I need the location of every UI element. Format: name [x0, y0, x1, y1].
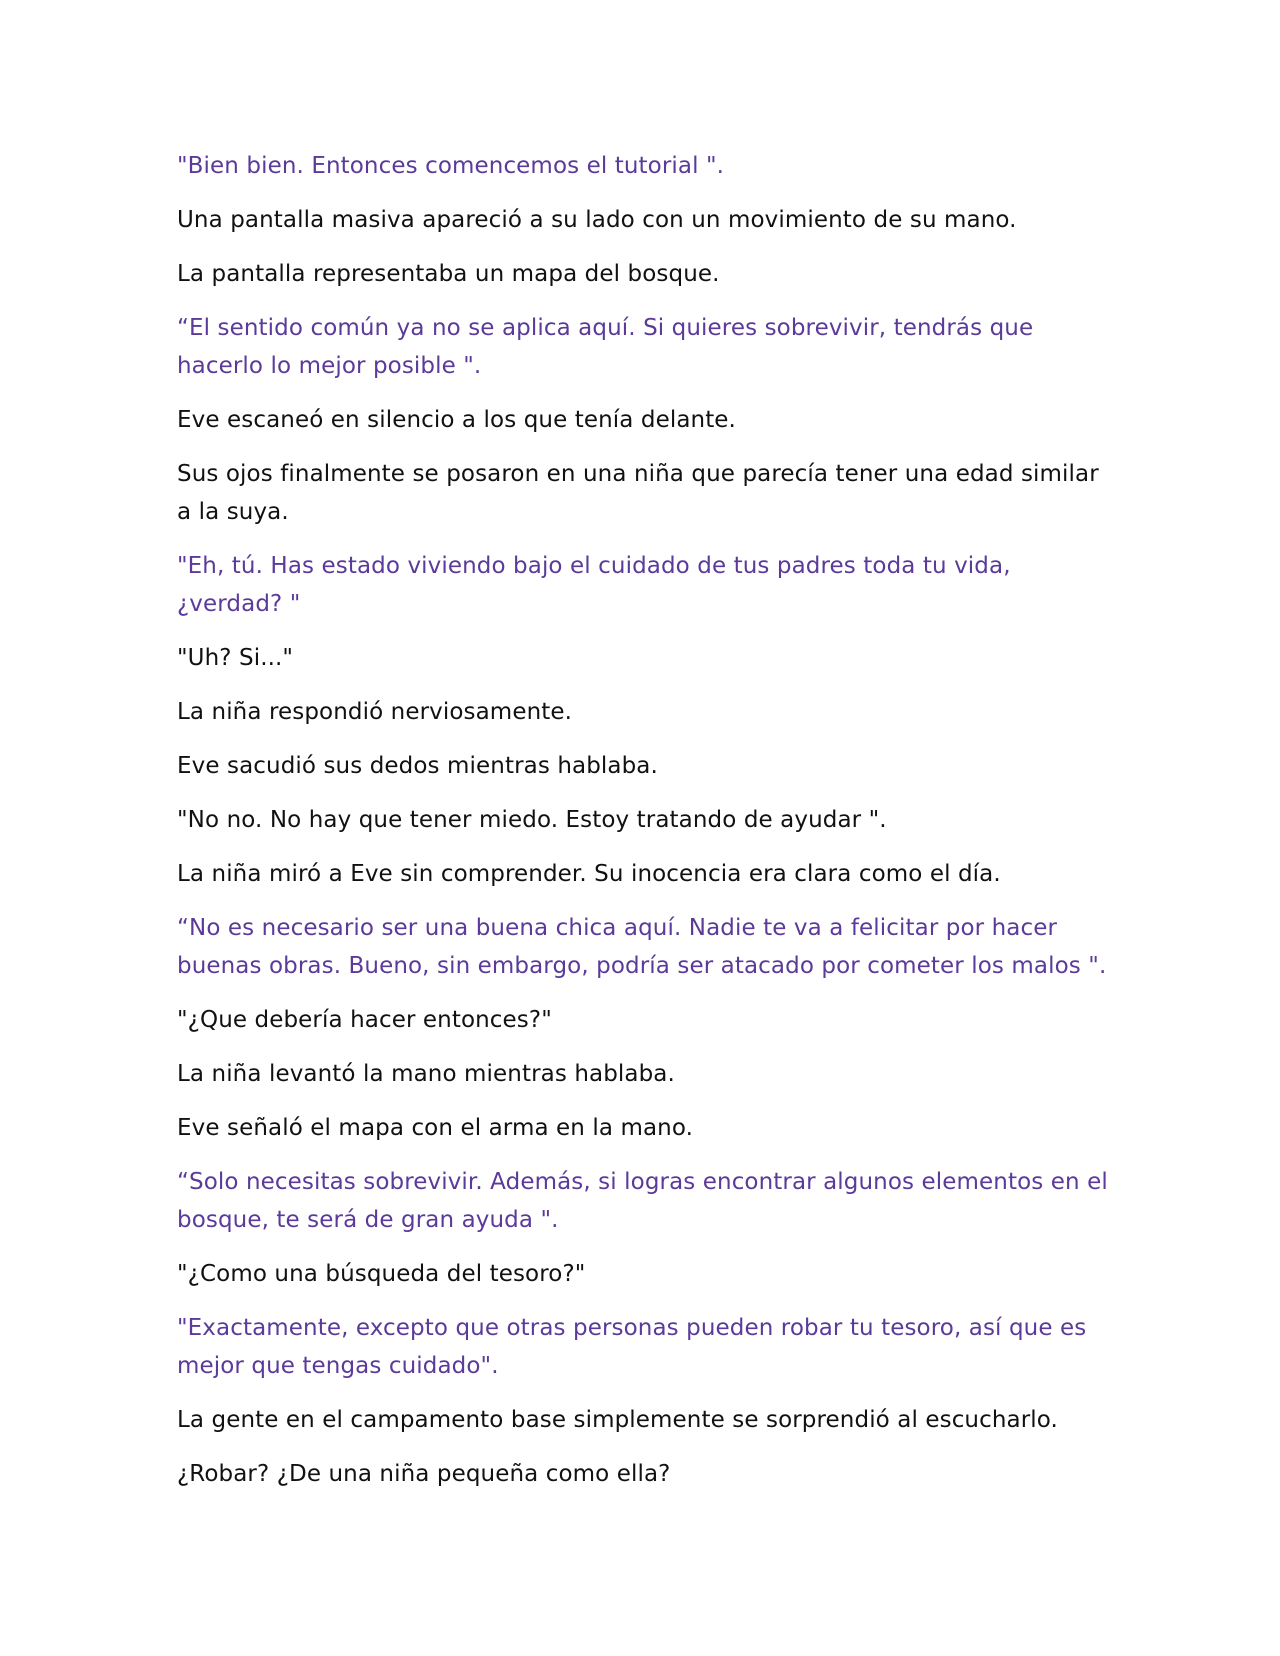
- paragraph: “No es necesario ser una buena chica aquí. Nadie te va a felicitar por hacer buenas obras. Bueno, sin embargo, podría ser atacado por cometer los malos ".: [177, 915, 1107, 979]
- story-text: [177, 147, 1117, 1509]
- paragraph: La gente en el campamento base simplemente se sorprendió al escucharlo.: [177, 1407, 1058, 1433]
- paragraph: "Bien bien. Entonces comencemos el tutorial ".: [177, 153, 725, 179]
- paragraph: “El sentido común ya no se aplica aquí. Si quieres sobrevivir, tendrás que hacerlo lo mejor posible ".: [177, 315, 1034, 379]
- paragraph: "¿Como una búsqueda del tesoro?": [177, 1261, 586, 1287]
- paragraph: "No no. No hay que tener miedo. Estoy tratando de ayudar ".: [177, 807, 887, 833]
- paragraph: La niña levantó la mano mientras hablaba.: [177, 1061, 675, 1087]
- paragraph: La niña respondió nerviosamente.: [177, 699, 573, 725]
- paragraph: Eve señaló el mapa con el arma en la mano.: [177, 1115, 694, 1141]
- paragraph: "Uh? Si...": [177, 645, 294, 671]
- paragraph: ¿Robar? ¿De una niña pequeña como ella?: [177, 1461, 671, 1487]
- paragraph: Sus ojos finalmente se posaron en una niña que parecía tener una edad similar a la suya.: [177, 461, 1099, 525]
- paragraph: "Exactamente, excepto que otras personas pueden robar tu tesoro, así que es mejor que tengas cuidado".: [177, 1315, 1087, 1379]
- paragraph: “Solo necesitas sobrevivir. Además, si logras encontrar algunos elementos en el bosque, te será de gran ayuda ".: [177, 1169, 1108, 1233]
- paragraph: Una pantalla masiva apareció a su lado con un movimiento de su mano.: [177, 207, 1017, 233]
- paragraph: Eve escaneó en silencio a los que tenía delante.: [177, 407, 736, 433]
- paragraph: "Eh, tú. Has estado viviendo bajo el cuidado de tus padres toda tu vida, ¿verdad? ": [177, 553, 1011, 617]
- paragraph: Eve sacudió sus dedos mientras hablaba.: [177, 753, 658, 779]
- paragraph: La niña miró a Eve sin comprender. Su inocencia era clara como el día.: [177, 861, 1001, 887]
- paragraph: La pantalla representaba un mapa del bosque.: [177, 261, 720, 287]
- paragraph: "¿Que debería hacer entonces?": [177, 1007, 552, 1033]
